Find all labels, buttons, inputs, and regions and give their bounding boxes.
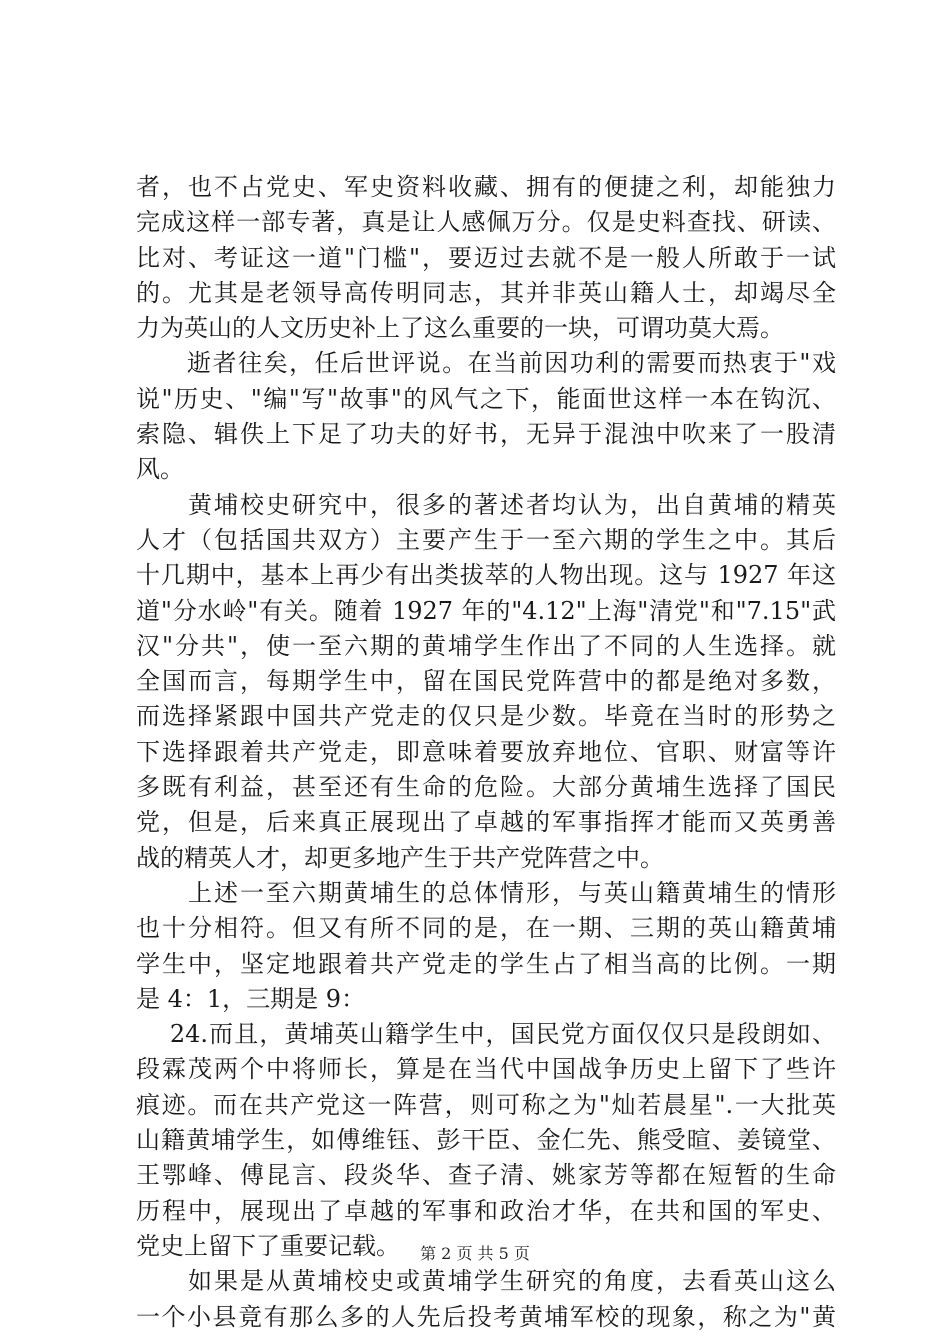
text-line: 全国而言，每期学生中，留在国民党阵营中的都是绝对多数， [136, 667, 836, 696]
text-line: 道"分水岭"有关。随着 1927 年的"4.12"上海"清党"和"7.15"武 [136, 596, 836, 625]
text-line: 上述一至六期黄埔生的总体情形，与英山籍黄埔生的情形 [136, 878, 836, 907]
text-line: 风。 [136, 455, 184, 484]
text-line: 王鄂峰、傅昆言、段炎华、查子清、姚家芳等都在短暂的生命 [136, 1161, 836, 1190]
document-body [136, 170, 836, 1335]
text-line: 索隐、辑佚上下足了功夫的好书，无异于混浊中吹来了一股清 [136, 420, 836, 449]
text-line: 完成这样一部专著，真是让人感佩万分。仅是史料查找、研读、 [136, 208, 836, 237]
text-line: 的。尤其是老领导高传明同志，其并非英山籍人士，却竭尽全 [136, 278, 836, 307]
text-line: 比对、考证这一道"门槛"，要迈过去就不是一般人所敢于一试 [136, 243, 836, 272]
text-line: 下选择跟着共产党走，即意味着要放弃地位、官职、财富等许 [136, 737, 836, 766]
text-line: 者，也不占党史、军史资料收藏、拥有的便捷之利，却能独力 [136, 173, 836, 201]
text-line: 黄埔校史研究中，很多的著述者均认为，出自黄埔的精英 [136, 490, 836, 519]
text-line: 也十分相符。但又有所不同的是，在一期、三期的英山籍黄埔 [136, 914, 836, 943]
text-line: 段霖茂两个中将师长，算是在当代中国战争历史上留下了些许 [136, 1055, 836, 1084]
text-line: 如果是从黄埔校史或黄埔学生研究的角度，去看英山这么 [136, 1267, 836, 1296]
text-line: 十几期中，基本上再少有出类拔萃的人物出现。这与 1927 年这 [136, 561, 836, 590]
text-line: 山籍黄埔学生，如傅维钰、彭干臣、金仁先、熊受暄、姜镜堂、 [136, 1126, 836, 1155]
text-line: 是 4：1，三期是 9： [136, 984, 366, 1013]
text-line: 战的精英人才，却更多地产生于共产党阵营之中。 [136, 843, 664, 872]
text-line: 汉"分共"，使一至六期的黄埔学生作出了不同的人生选择。就 [136, 631, 836, 660]
text-line: 多既有利益，甚至还有生命的危险。大部分黄埔生选择了国民 [136, 773, 836, 802]
text-line: 学生中，坚定地跟着共产党走的学生占了相当高的比例。一期 [136, 949, 836, 978]
text-line: 一个小县竟有那么多的人先后投考黄埔军校的现象，称之为"黄 [136, 1302, 836, 1331]
text-line: 历程中，展现出了卓越的军事和政治才华，在共和国的军史、 [136, 1196, 836, 1225]
text-line: 人才（包括国共双方）主要产生于一至六期的学生之中。其后 [136, 525, 836, 554]
text-line: 党，但是，后来真正展现出了卓越的军事指挥才能而又英勇善 [136, 808, 836, 837]
text-line: 说"历史、"编"写"故事"的风气之下，能面世这样一本在钩沉、 [136, 384, 836, 413]
text-line: 24.而且，黄埔英山籍学生中，国民党方面仅仅只是段朗如、 [136, 1020, 836, 1049]
text-line: 痕迹。而在共产党这一阵营，则可称之为"灿若晨星".一大批英 [136, 1090, 836, 1119]
text-line: 而选择紧跟中国共产党走的仅只是少数。毕竟在当时的形势之 [136, 702, 836, 731]
page-footer: 第 2 页 共 5 页 [420, 1244, 530, 1263]
text-line: 党史上留下了重要记载。 [136, 1231, 400, 1260]
text-line: 力为英山的人文历史补上了这么重要的一块，可谓功莫大焉。 [136, 314, 784, 343]
text-line: 逝者往矣，任后世评说。在当前因功利的需要而热衷于"戏 [136, 349, 836, 378]
